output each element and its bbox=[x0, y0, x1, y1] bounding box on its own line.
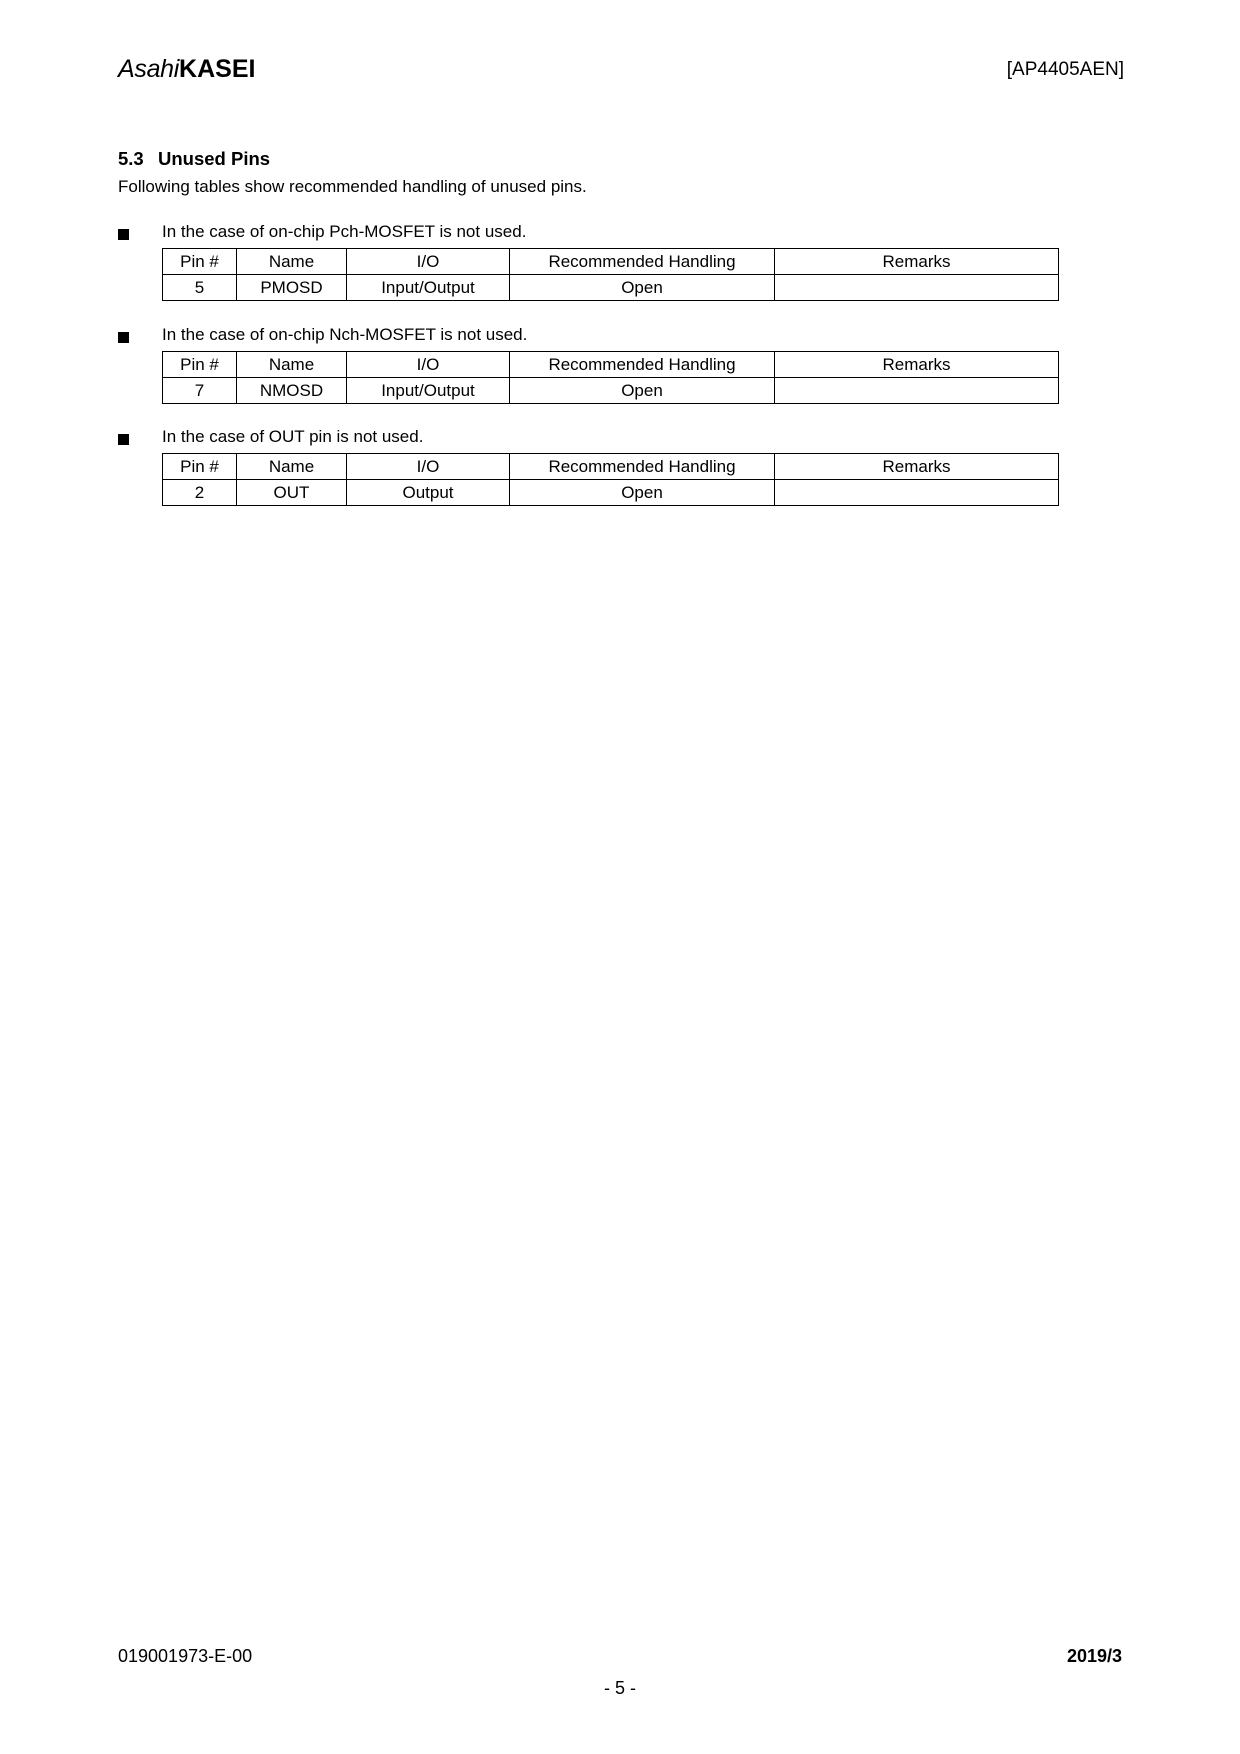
column-header-handling: Recommended Handling bbox=[510, 352, 775, 378]
column-header-name: Name bbox=[237, 454, 347, 480]
block-caption: In the case of on-chip Pch-MOSFET is not used. bbox=[162, 222, 527, 241]
cell-pin: 5 bbox=[163, 275, 237, 301]
block-caption-row bbox=[118, 325, 1058, 351]
section-title-text: Unused Pins bbox=[158, 148, 271, 169]
cell-io: Input/Output bbox=[347, 275, 510, 301]
column-header-remarks: Remarks bbox=[775, 352, 1059, 378]
square-bullet-icon bbox=[118, 332, 129, 343]
column-header-pin: Pin # bbox=[163, 249, 237, 275]
block-caption-row bbox=[118, 427, 1058, 453]
section-heading bbox=[118, 148, 270, 170]
cell-io: Input/Output bbox=[347, 378, 510, 404]
unused-pin-block-pch bbox=[118, 222, 1058, 297]
block-caption: In the case of OUT pin is not used. bbox=[162, 427, 424, 446]
section-number: 5.3 bbox=[118, 148, 144, 169]
cell-remarks bbox=[775, 275, 1059, 301]
column-header-remarks: Remarks bbox=[775, 454, 1059, 480]
square-bullet-icon bbox=[118, 434, 129, 445]
table-row bbox=[163, 275, 1059, 301]
unused-pin-block-nch bbox=[118, 325, 1058, 400]
logo-kasei-text: KASEI bbox=[179, 55, 256, 83]
cell-pin: 7 bbox=[163, 378, 237, 404]
column-header-remarks: Remarks bbox=[775, 249, 1059, 275]
document-code: [AP4405AEN] bbox=[1006, 59, 1124, 80]
cell-handling: Open bbox=[510, 378, 775, 404]
column-header-handling: Recommended Handling bbox=[510, 249, 775, 275]
footer-date: 2019/3 bbox=[1066, 1646, 1122, 1666]
cell-pin: 2 bbox=[163, 480, 237, 506]
company-logo bbox=[118, 55, 255, 84]
column-header-name: Name bbox=[237, 352, 347, 378]
table-header-row bbox=[163, 249, 1059, 275]
cell-name: OUT bbox=[237, 480, 347, 506]
block-caption: In the case of on-chip Nch-MOSFET is not used. bbox=[162, 325, 528, 344]
cell-name: NMOSD bbox=[237, 378, 347, 404]
column-header-name: Name bbox=[237, 249, 347, 275]
column-header-io: I/O bbox=[347, 352, 510, 378]
cell-handling: Open bbox=[510, 480, 775, 506]
page-header bbox=[118, 55, 1124, 95]
table-header-row bbox=[163, 352, 1059, 378]
cell-handling: Open bbox=[510, 275, 775, 301]
logo-asahi-text: Asahi bbox=[118, 55, 180, 83]
column-header-handling: Recommended Handling bbox=[510, 454, 775, 480]
pin-table bbox=[162, 453, 1059, 506]
table-row bbox=[163, 378, 1059, 404]
cell-remarks bbox=[775, 480, 1059, 506]
column-header-io: I/O bbox=[347, 249, 510, 275]
column-header-pin: Pin # bbox=[163, 454, 237, 480]
footer-page-number: - 5 - bbox=[603, 1678, 636, 1698]
unused-pin-block-out bbox=[118, 427, 1058, 502]
footer-document-number: 019001973-E-00 bbox=[118, 1646, 253, 1666]
section-intro-text: Following tables show recommended handling of unused pins. bbox=[118, 177, 587, 196]
table-header-row bbox=[163, 454, 1059, 480]
table-row bbox=[163, 480, 1059, 506]
cell-remarks bbox=[775, 378, 1059, 404]
square-bullet-icon bbox=[118, 229, 129, 240]
column-header-io: I/O bbox=[347, 454, 510, 480]
pin-table bbox=[162, 248, 1059, 301]
pin-table bbox=[162, 351, 1059, 404]
block-caption-row bbox=[118, 222, 1058, 248]
cell-io: Output bbox=[347, 480, 510, 506]
column-header-pin: Pin # bbox=[163, 352, 237, 378]
cell-name: PMOSD bbox=[237, 275, 347, 301]
